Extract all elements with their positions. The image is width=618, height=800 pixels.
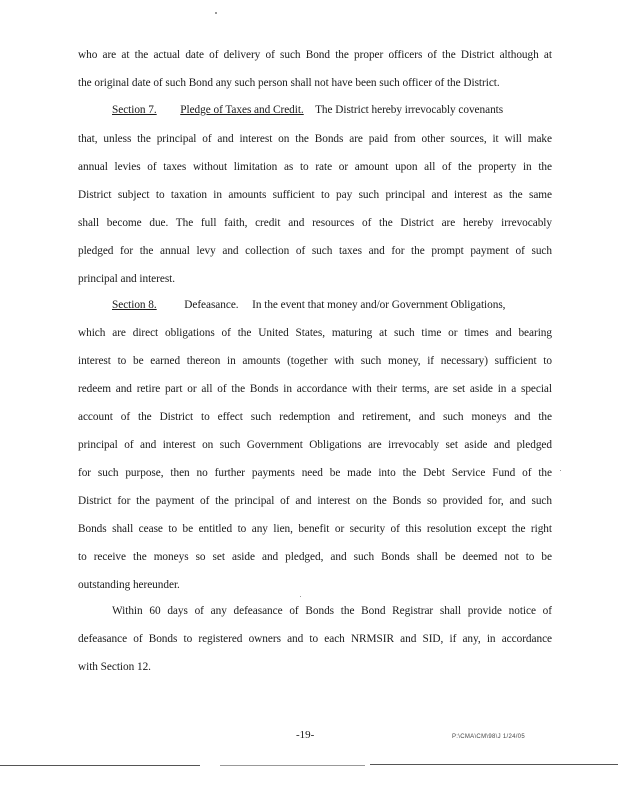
bottom-rule-left [0, 765, 200, 766]
body-line: account of the District to effect such redemption and retirement, and such moneys and the [78, 411, 552, 423]
body-line: principal of and interest on such Government Obligations are irrevocably set aside and pledged [78, 439, 552, 451]
body-line: redeem and retire part or all of the Bonds in accordance with their terms, are set aside in a special [78, 383, 552, 395]
section-8-label: Section 8. [112, 299, 157, 311]
body-line: with Section 12. [78, 661, 151, 673]
body-line: shall become due. The full faith, credit and resources of the District are hereby irrevocably [78, 217, 552, 229]
body-line: outstanding hereunder. [78, 579, 180, 591]
section-8-first-line: In the event that money and/or Government Obligations, [252, 299, 506, 311]
body-line: District for the payment of the principal of and interest on the Bonds so provided for, and such [78, 495, 552, 507]
body-line: defeasance of Bonds to registered owners and to each NRMSIR and SID, if any, in accordance [78, 633, 552, 645]
body-line: Within 60 days of any defeasance of Bonds the Bond Registrar shall provide notice of [112, 605, 552, 617]
body-line: annual levies of taxes without limitation as to rate or amount upon all of the property in the [78, 161, 552, 173]
body-line: to receive the moneys so set aside and pledged, and such Bonds shall be deemed not to be [78, 551, 552, 563]
body-line: which are direct obligations of the United States, maturing at such time or times and bearing [78, 327, 552, 339]
page-number: -19- [296, 729, 315, 741]
bottom-rule-right [370, 764, 618, 765]
body-line: that, unless the principal of and interest on the Bonds are paid from other sources, it will make [78, 133, 552, 145]
body-line: the original date of such Bond any such person shall not have been such officer of the District. [78, 77, 500, 89]
section-7-first-line: The District hereby irrevocably covenants [315, 104, 504, 116]
section-7-heading-line [112, 104, 552, 116]
body-line: Bonds shall cease to be entitled to any lien, benefit or security of this resolution except the right [78, 523, 552, 535]
body-line: interest to be earned thereon in amounts (together with such money, if necessary) sufficient to [78, 355, 552, 367]
bottom-rule-mid [220, 765, 365, 766]
section-7-title: Pledge of Taxes and Credit. [180, 104, 304, 116]
body-line: for such purpose, then no further payments need be made into the Debt Service Fund of the [78, 467, 552, 479]
body-line: pledged for the annual levy and collection of such taxes and for the prompt payment of such [78, 245, 552, 257]
section-8-heading-line [112, 299, 552, 311]
body-line: District subject to taxation in amounts sufficient to pay such principal and interest as the same [78, 189, 552, 201]
scan-speck [560, 470, 561, 471]
body-line: who are at the actual date of delivery of such Bond the proper officers of the District although at [78, 49, 552, 61]
scan-speck [215, 12, 217, 14]
body-line: principal and interest. [78, 273, 176, 285]
section-8-title: Defeasance. [184, 299, 239, 311]
scan-speck [300, 596, 301, 597]
document-id: P:\CMA\CM\98\J 1/24/05 [452, 734, 525, 740]
section-7-label: Section 7. [112, 104, 157, 116]
